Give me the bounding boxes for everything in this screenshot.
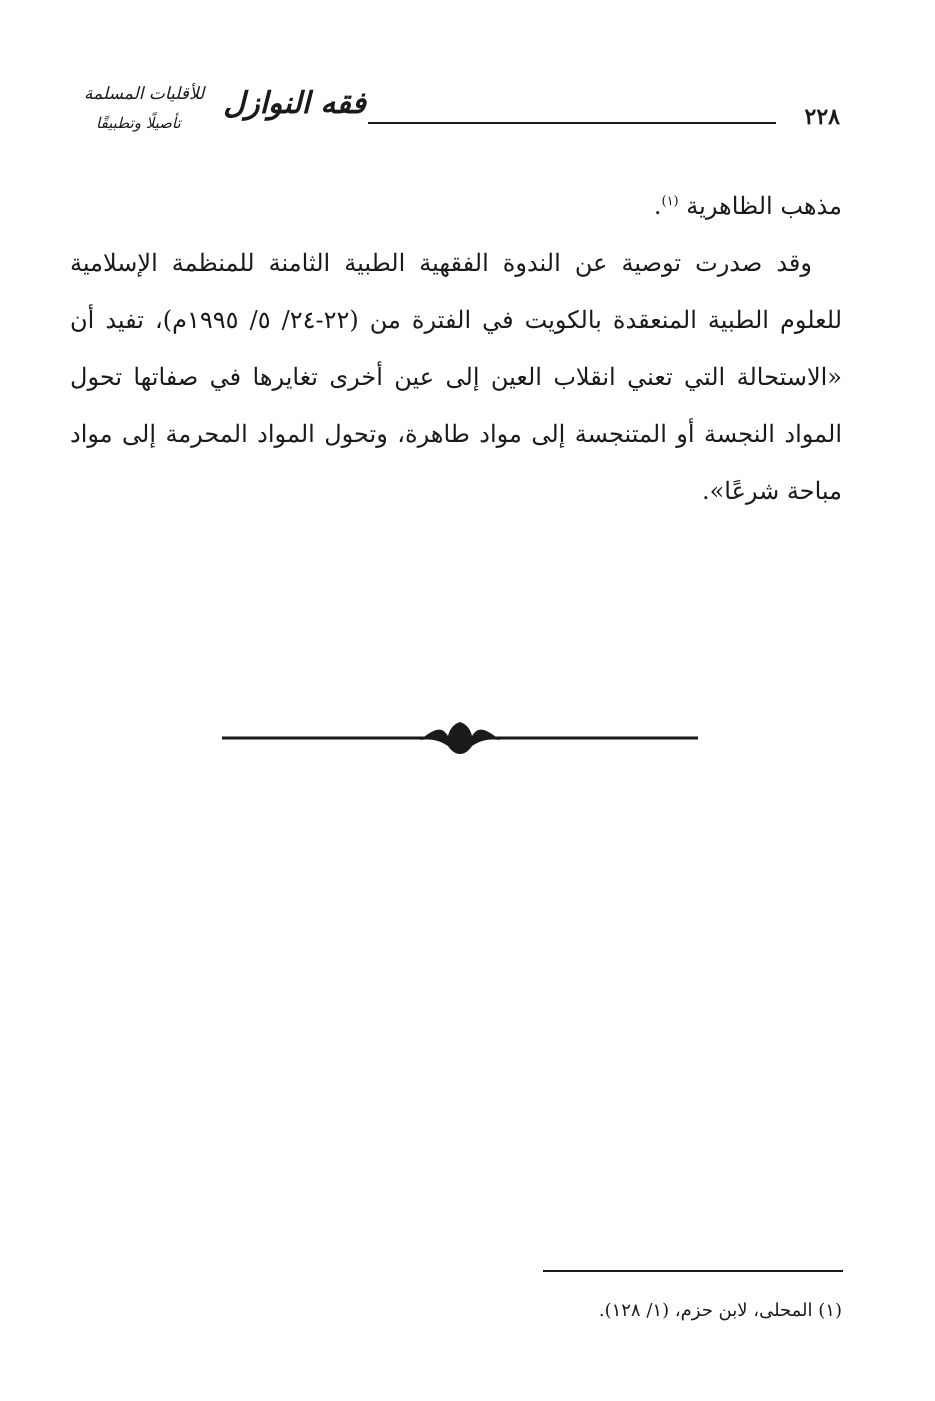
page-number: ٢٢٨: [804, 104, 840, 130]
header-divider: [368, 122, 776, 124]
body-text: [70, 178, 842, 520]
paragraph-2: وقد صدرت توصية عن الندوة الفقهية الطبية الثامنة للمنظمة الإسلامية للعلوم الطبية المنعقدة بالكويت في الفترة من (٢٢-٢٤/ ٥/ ١٩٩٥م)، تفيد أن «الاستحالة التي تعني انقلاب العين إلى عين أخرى تغايرها في صفاتها تحول المواد النجسة أو المتنجسة إلى مواد طاهرة، وتحول المواد المحرمة إلى مواد مباحة شرعًا».: [70, 249, 843, 505]
page-header: [78, 78, 840, 148]
paragraph-1-text: مذهب الظاهرية: [686, 192, 842, 220]
book-title-logo: [78, 78, 368, 148]
paragraph-1: [70, 178, 842, 235]
footnote-divider: [543, 1270, 843, 1272]
footnote-reference: (١): [661, 194, 679, 209]
paragraph-1-end: .: [653, 192, 662, 220]
book-title-main: فقه النوازل: [223, 86, 366, 121]
section-divider-ornament: [220, 718, 700, 758]
footnote-1: (١) المحلى، لابن حزم، (١/ ١٢٨).: [598, 1300, 842, 1321]
book-title-sub2: تأصيلًا وتطبيقًا: [96, 114, 181, 132]
book-title-sub: للأقليات المسلمة: [84, 84, 205, 104]
